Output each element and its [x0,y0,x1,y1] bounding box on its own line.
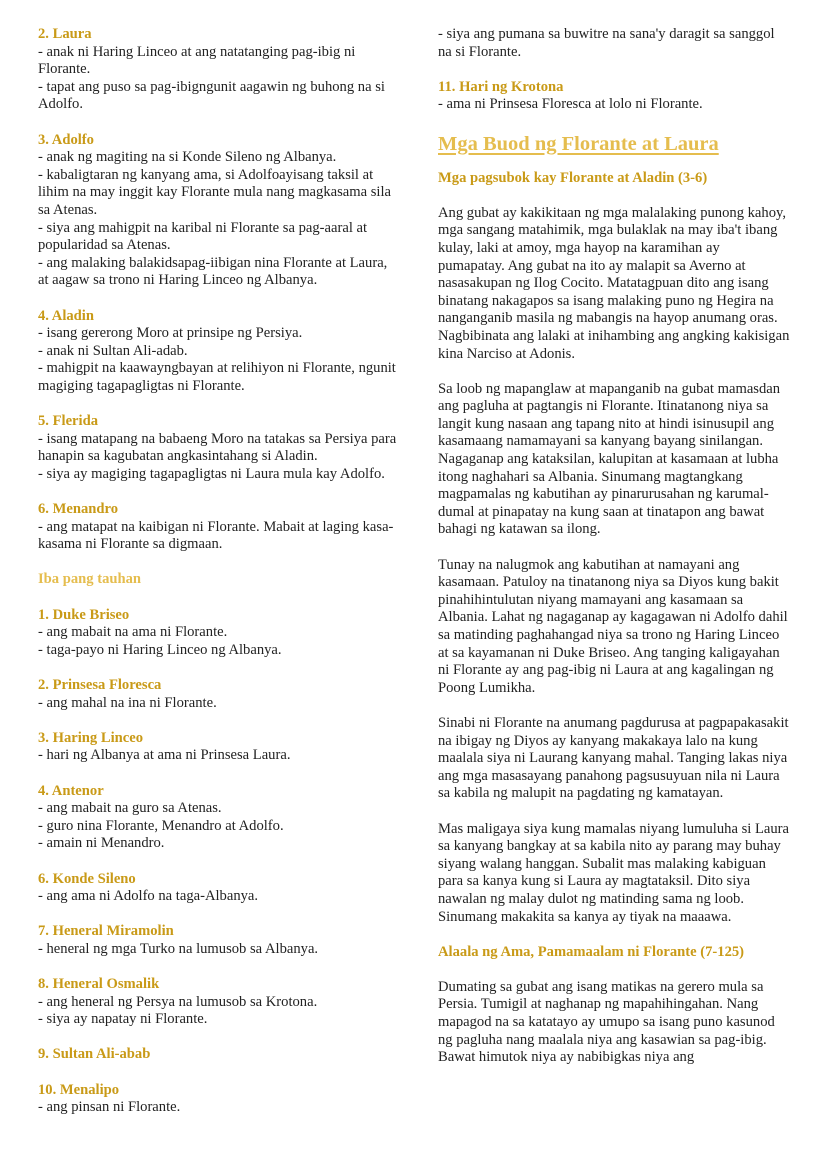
entry-line: - anak ni Sultan Ali-adab. [38,342,188,359]
character-prinsesa-floresca [38,677,398,712]
character-heneral-miramolin [38,923,398,958]
character-menalipo [38,1082,398,1117]
section-heading-alaala: Alaala ng Ama, Pamamaalam ni Florante (7-125) [438,943,745,960]
entry-line: - ang mabait na guro sa Atenas. [38,800,222,817]
summary-paragraph: Tunay na nalugmok ang kabutihan at namayani ang kasamaan. Patuloy na tinatanong niya sa Diyos kung bakit pinahihintulutan niyang mamayani ang kasamaan sa Albania. Lahat ng nagaganap ay kagagawan ni Adolfo dahil sa matinding paghahangad niya sa trono ng Haring Linceo at sa kayamanan ni Duke Briseo. Ang tanging kaligayahan ni Florante ay ang pag-ibig ni Laura at ang kagalingan ng Poong Lumikha. [438,556,788,696]
character-sultan-ali-abab [38,1046,398,1064]
entry-line: - isang matapang na babaeng Moro na tatakas sa Persiya para hanapin sa kagubatan angkasintahang si Aladin. [38,430,397,465]
entry-line: - siya ay magiging tagapagligtas ni Laura mula kay Adolfo. [38,465,385,482]
entry-line: - anak ng magiting na si Konde Sileno ng Albanya. [38,149,337,166]
entry-line: - siya ang pumana sa buwitre na sana'y daragit sa sanggol na si Florante. [438,26,775,60]
entry-line: - siya ang mahigpit na karibal ni Florante sa pag-aaral at popularidad sa Atenas. [38,219,368,254]
character-haring-linceo [38,730,398,765]
entry-line: - heneral ng mga Turko na lumusob sa Albanya. [38,940,319,957]
entry-line: - kabaligtaran ng kanyang ama, si Adolfoayisang taksil at lihim na may inggit kay Florante mula nang magkasama sila sa Atenas. [38,166,392,218]
entry-line: - ang malaking balakidsapag-iibigan nina Florante at Laura, at aagaw sa trono ni Haring Linceo ng Albanya. [38,254,388,289]
entry-heading: 6. Konde Sileno [38,870,136,887]
character-antenor [38,783,398,853]
entry-line: - tapat ang puso sa pag-ibigngunit aagawin ng buhong na si Adolfo. [38,78,385,113]
entry-line: - isang gererong Moro at prinsipe ng Persiya. [38,325,303,342]
entry-heading: 3. Haring Linceo [38,729,143,746]
entry-heading: 4. Aladin [38,307,94,324]
entry-line: - guro nina Florante, Menandro at Adolfo. [38,817,284,834]
summary-paragraph: Sa loob ng mapanglaw at mapanganib na gubat mamasdan ang pagluha at pagtangis ni Florante. Itinatanong niya sa langit kung nasaan ang tapang nito at hindi isinusupil ang kasamaang namamayani sa kanyang bayang sinilangan. Nagaganap ang kataksilan, kalupitan at kasamaan at lubha itong naghahari sa Albania. Sinumang magtangkang magpamalas ng kabutihan ay pinarurusahan ng karumal-dumal at pinapatay na kung saan at tinatapon ang bawat bahagi ng katawan sa ilong. [438,380,781,538]
left-column [38,26,398,1134]
entry-heading: 11. Hari ng Krotona [438,78,564,95]
entry-line: - anak ni Haring Linceo at ang natatanging pag-ibig ni Florante. [38,43,356,78]
entry-heading: 8. Heneral Osmalik [38,976,160,993]
entry-line: - ama ni Prinsesa Floresca at lolo ni Florante. [438,96,703,113]
entry-heading: 2. Prinsesa Floresca [38,676,162,693]
character-adolfo [38,132,398,290]
entry-line: - hari ng Albanya at ama ni Prinsesa Laura. [38,747,291,764]
menalipo-continuation [438,26,790,61]
entry-line: - ang matapat na kaibigan ni Florante. Mabait at laging kasa-kasama ni Florante sa digmaan. [38,518,394,553]
entry-line: - siya ay napatay ni Florante. [38,1011,208,1028]
entry-line: - ang pinsan ni Florante. [38,1099,181,1116]
entry-line: - ang heneral ng Persya na lumusob sa Krotona. [38,993,318,1010]
entry-line: - taga-payo ni Haring Linceo ng Albanya. [38,641,282,658]
entry-heading: 1. Duke Briseo [38,606,130,623]
character-heneral-osmalik [38,976,398,1029]
entry-heading: 2. Laura [38,26,92,42]
entry-heading: 4. Antenor [38,782,104,799]
entry-heading: 9. Sultan Ali-abab [38,1046,151,1063]
entry-heading: 3. Adolfo [38,131,94,148]
section-heading-pagsubok: Mga pagsubok kay Florante at Aladin (3-6) [438,169,708,186]
entry-line: - amain ni Menandro. [38,835,165,852]
entry-line: - ang ama ni Adolfo na taga-Albanya. [38,888,259,905]
character-aladin [38,308,398,396]
right-column [438,26,790,1084]
section-heading: Iba pang tauhan [38,571,142,588]
summary-paragraph: Mas maligaya siya kung mamalas niyang lumuluha si Laura sa kanyang bangkay at sa kabila nito ay parang may buhay siyang walang hanggan. Subalit mas malaking kabiguan para sa kanya kung si Laura ay magtataksil. Dito siya nawalan ng malay dulot ng matinding sama ng loob. Sinumang makakita sa kanya ay tiyak na maaawa. [438,820,789,925]
character-flerida [38,413,398,483]
character-duke-briseo [38,607,398,660]
entry-heading: 7. Heneral Miramolin [38,923,174,940]
character-hari-ng-krotona [438,79,790,114]
other-characters-heading-block [38,571,398,589]
character-menandro [38,501,398,554]
entry-heading: 5. Flerida [38,413,98,430]
summary-paragraph: Dumating sa gubat ang isang matikas na gerero mula sa Persia. Tumigil at naghanap ng mapahihingahan. Nang mapagod na sa katatayo ay umupo sa isang puno kasunod ng pagluha nang maalala niya ang kasawian sa pag-ibig. Bawat himutok niya ay nabibigkas niya ang [438,978,775,1066]
entry-line: - ang mahal na ina ni Florante. [38,694,217,711]
summary-paragraph: Sinabi ni Florante na anumang pagdurusa at pagpapakasakit na ibigay ng Diyos ay kanyang makakaya lalo na kung maalala siya ni Laurang kanyang mahal. Tanging lakas niya ang mga masasayang panahong pagsusuyuan nila ni Laura sa kabila ng malupit na pagdating ng kamatayan. [438,714,789,802]
entry-line: - mahigpit na kaawayngbayan at relihiyon ni Florante, ngunit magiging tagapagligtas ni Florante. [38,360,396,394]
summary-title: Mga Buod ng Florante at Laura [438,132,719,155]
summary-paragraph: Ang gubat ay kakikitaan ng mga malalaking punong kahoy, mga sangang matahimik, mga bulaklak na may iba't ibang kulay, laki at amoy, mga hayop na karamihan ay pumapatay. Ang gubat na ito ay malapit sa Averno at nasasakupan ng Ilog Cocito. Matatagpuan dito ang isang binatang nakagapos sa isang malaking puno ng Hegira na nanganganib masila ng mabangis na hayop anumang oras. Nagbibinata ang lalaki at inihambing ang angking kakisigan kina Narciso at Adonis. [438,204,790,362]
entry-heading: 6. Menandro [38,501,119,518]
character-konde-sileno [38,871,398,906]
character-laura [38,26,398,114]
entry-heading: 10. Menalipo [38,1081,120,1098]
entry-line: - ang mabait na ama ni Florante. [38,624,228,641]
